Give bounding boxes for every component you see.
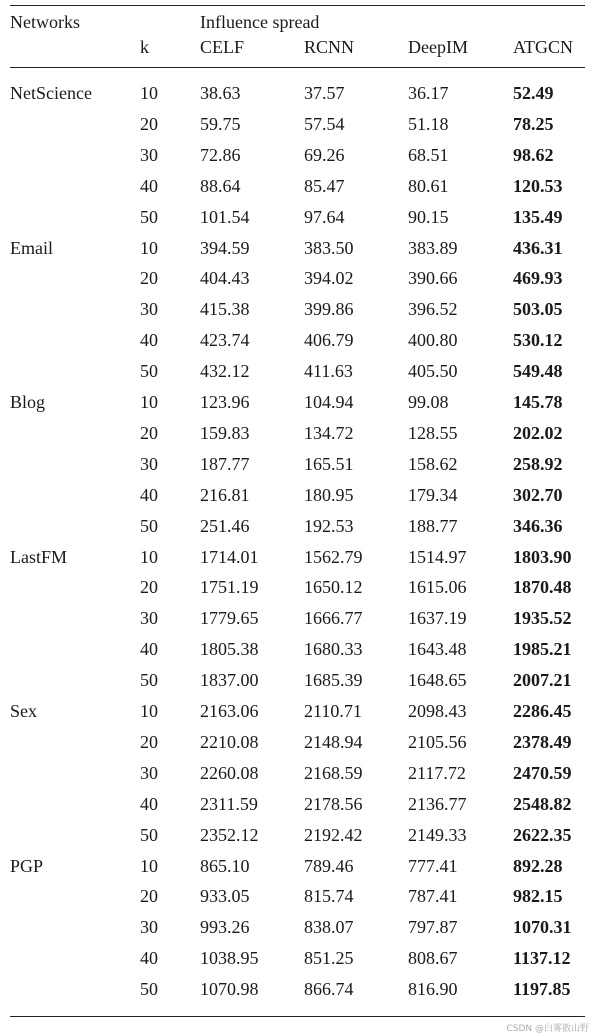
k-cell: 50 — [140, 670, 158, 691]
value-cell-deepim: 1643.48 — [408, 639, 467, 660]
value-cell-atgcn: 98.62 — [513, 144, 554, 165]
value-cell-celf: 404.43 — [200, 268, 250, 289]
value-cell-celf: 1837.00 — [200, 670, 259, 691]
header-deepim: DeepIM — [408, 37, 468, 57]
k-cell: 30 — [140, 917, 158, 938]
header-celf: CELF — [200, 37, 245, 57]
value-cell-rcnn: 383.50 — [304, 237, 354, 258]
bottom-rule — [10, 1016, 585, 1017]
k-cell: 30 — [140, 762, 158, 783]
k-cell: 30 — [140, 144, 158, 165]
k-cell: 20 — [140, 268, 158, 289]
value-cell-atgcn: 302.70 — [513, 484, 563, 505]
value-cell-celf: 2352.12 — [200, 824, 259, 845]
value-cell-deepim: 1514.97 — [408, 546, 467, 567]
value-cell-atgcn: 530.12 — [513, 330, 563, 351]
value-cell-atgcn: 346.36 — [513, 515, 563, 536]
k-cell: 40 — [140, 330, 158, 351]
k-cell: 40 — [140, 484, 158, 505]
value-cell-celf: 1779.65 — [200, 608, 259, 629]
value-cell-celf: 216.81 — [200, 484, 250, 505]
value-cell-deepim: 405.50 — [408, 361, 458, 382]
network-name-cell: Sex — [10, 701, 37, 721]
k-cell: 50 — [140, 361, 158, 382]
k-cell: 20 — [140, 113, 158, 134]
value-cell-celf: 2260.08 — [200, 762, 259, 783]
value-cell-rcnn: 1680.33 — [304, 639, 363, 660]
value-cell-rcnn: 399.86 — [304, 299, 354, 320]
value-cell-deepim: 158.62 — [408, 453, 458, 474]
value-cell-rcnn: 2110.71 — [304, 701, 362, 721]
value-cell-rcnn: 411.63 — [304, 361, 353, 382]
value-cell-rcnn: 180.95 — [304, 484, 354, 505]
value-cell-celf: 38.63 — [200, 83, 241, 103]
value-cell-rcnn: 37.57 — [304, 83, 345, 103]
value-cell-deepim: 816.90 — [408, 979, 458, 1000]
value-cell-atgcn: 436.31 — [513, 237, 563, 258]
k-cell: 10 — [140, 855, 158, 876]
value-cell-atgcn: 1803.90 — [513, 546, 572, 567]
value-cell-rcnn: 406.79 — [304, 330, 354, 351]
value-cell-celf: 1805.38 — [200, 639, 259, 660]
value-cell-atgcn: 135.49 — [513, 206, 563, 227]
value-cell-atgcn: 1197.85 — [513, 979, 571, 1000]
watermark: CSDN @白雾散山野 — [506, 1024, 589, 1034]
value-cell-deepim: 777.41 — [408, 855, 458, 876]
top-rule — [10, 5, 585, 6]
k-cell: 50 — [140, 515, 158, 536]
value-cell-rcnn: 815.74 — [304, 886, 354, 907]
k-cell: 50 — [140, 206, 158, 227]
network-name-cell: Blog — [10, 392, 46, 412]
value-cell-deepim: 2149.33 — [408, 824, 467, 845]
value-cell-atgcn: 2470.59 — [513, 762, 572, 783]
k-cell: 10 — [140, 701, 158, 721]
value-cell-rcnn: 97.64 — [304, 206, 345, 227]
value-cell-celf: 72.86 — [200, 144, 241, 165]
network-name-cell: PGP — [10, 855, 44, 876]
value-cell-atgcn: 982.15 — [513, 886, 563, 907]
value-cell-deepim: 2136.77 — [408, 793, 467, 814]
value-cell-atgcn: 503.05 — [513, 299, 563, 320]
value-cell-deepim: 80.61 — [408, 175, 449, 196]
value-cell-rcnn: 104.94 — [304, 392, 354, 412]
value-cell-celf: 423.74 — [200, 330, 250, 351]
value-cell-atgcn: 52.49 — [513, 83, 554, 103]
header-networks: Networks — [10, 12, 80, 32]
value-cell-celf: 101.54 — [200, 206, 250, 227]
value-cell-rcnn: 1685.39 — [304, 670, 363, 691]
header-atgcn: ATGCN — [513, 37, 574, 57]
value-cell-deepim: 808.67 — [408, 948, 458, 969]
k-cell: 10 — [140, 83, 158, 103]
value-cell-atgcn: 2007.21 — [513, 670, 572, 691]
k-cell: 20 — [140, 731, 158, 752]
value-cell-rcnn: 2148.94 — [304, 731, 363, 752]
value-cell-atgcn: 78.25 — [513, 113, 554, 134]
value-cell-celf: 432.12 — [200, 361, 250, 382]
value-cell-rcnn: 789.46 — [304, 855, 354, 876]
value-cell-atgcn: 1070.31 — [513, 917, 572, 938]
value-cell-deepim: 787.41 — [408, 886, 458, 907]
k-cell: 40 — [140, 948, 158, 969]
value-cell-celf: 394.59 — [200, 237, 250, 258]
k-cell: 10 — [140, 237, 158, 258]
value-cell-deepim: 128.55 — [408, 422, 458, 443]
value-cell-atgcn: 2378.49 — [513, 731, 572, 752]
value-cell-rcnn: 192.53 — [304, 515, 354, 536]
k-cell: 40 — [140, 175, 158, 196]
k-cell: 10 — [140, 546, 158, 567]
value-cell-rcnn: 1666.77 — [304, 608, 363, 629]
value-cell-celf: 1070.98 — [200, 979, 259, 1000]
value-cell-rcnn: 69.26 — [304, 144, 345, 165]
header-rcnn: RCNN — [304, 37, 355, 57]
k-cell: 30 — [140, 453, 158, 474]
value-cell-deepim: 36.17 — [408, 83, 449, 103]
network-name-cell: Email — [10, 237, 53, 258]
k-cell: 20 — [140, 577, 158, 598]
value-cell-rcnn: 57.54 — [304, 113, 345, 134]
value-cell-rcnn: 2192.42 — [304, 824, 363, 845]
value-cell-rcnn: 838.07 — [304, 917, 354, 938]
header-k: k — [140, 37, 149, 57]
value-cell-celf: 865.10 — [200, 855, 250, 876]
value-cell-celf: 159.83 — [200, 422, 250, 443]
value-cell-rcnn: 2168.59 — [304, 762, 363, 783]
value-cell-celf: 59.75 — [200, 113, 241, 134]
value-cell-celf: 2311.59 — [200, 793, 258, 814]
value-cell-deepim: 1648.65 — [408, 670, 467, 691]
value-cell-deepim: 396.52 — [408, 299, 458, 320]
value-cell-rcnn: 1562.79 — [304, 546, 363, 567]
value-cell-deepim: 2098.43 — [408, 701, 467, 721]
header-rule — [10, 67, 585, 68]
k-cell: 40 — [140, 793, 158, 814]
value-cell-deepim: 51.18 — [408, 113, 449, 134]
value-cell-celf: 1714.01 — [200, 546, 259, 567]
value-cell-rcnn: 1650.12 — [304, 577, 363, 598]
value-cell-celf: 187.77 — [200, 453, 250, 474]
network-name-cell: LastFM — [10, 546, 68, 567]
value-cell-deepim: 179.34 — [408, 484, 458, 505]
value-cell-atgcn: 1985.21 — [513, 639, 572, 660]
value-cell-atgcn: 258.92 — [513, 453, 563, 474]
k-cell: 40 — [140, 639, 158, 660]
k-cell: 30 — [140, 299, 158, 320]
value-cell-deepim: 390.66 — [408, 268, 458, 289]
k-cell: 50 — [140, 824, 158, 845]
value-cell-atgcn: 120.53 — [513, 175, 563, 196]
value-cell-celf: 1751.19 — [200, 577, 259, 598]
value-cell-celf: 123.96 — [200, 392, 250, 412]
value-cell-deepim: 2117.72 — [408, 762, 466, 783]
value-cell-atgcn: 2286.45 — [513, 701, 572, 721]
value-cell-deepim: 188.77 — [408, 515, 458, 536]
value-cell-deepim: 383.89 — [408, 237, 458, 258]
value-cell-celf: 933.05 — [200, 886, 250, 907]
header-influence-spread: Influence spread — [200, 12, 320, 32]
value-cell-celf: 2163.06 — [200, 701, 259, 721]
value-cell-celf: 2210.08 — [200, 731, 259, 752]
k-cell: 30 — [140, 608, 158, 629]
value-cell-celf: 1038.95 — [200, 948, 259, 969]
value-cell-atgcn: 1870.48 — [513, 577, 572, 598]
value-cell-atgcn: 2548.82 — [513, 793, 572, 814]
value-cell-rcnn: 2178.56 — [304, 793, 363, 814]
value-cell-rcnn: 394.02 — [304, 268, 354, 289]
value-cell-rcnn: 85.47 — [304, 175, 345, 196]
network-name-cell: NetScience — [10, 83, 92, 103]
k-cell: 20 — [140, 886, 158, 907]
k-cell: 50 — [140, 979, 158, 1000]
value-cell-atgcn: 1137.12 — [513, 948, 571, 969]
value-cell-atgcn: 892.28 — [513, 855, 563, 876]
value-cell-deepim: 99.08 — [408, 392, 449, 412]
value-cell-atgcn: 2622.35 — [513, 824, 572, 845]
value-cell-deepim: 2105.56 — [408, 731, 467, 752]
value-cell-deepim: 68.51 — [408, 144, 449, 165]
value-cell-rcnn: 866.74 — [304, 979, 354, 1000]
value-cell-rcnn: 851.25 — [304, 948, 354, 969]
value-cell-deepim: 1637.19 — [408, 608, 467, 629]
value-cell-celf: 251.46 — [200, 515, 250, 536]
value-cell-celf: 88.64 — [200, 175, 241, 196]
value-cell-atgcn: 202.02 — [513, 422, 563, 443]
value-cell-rcnn: 165.51 — [304, 453, 354, 474]
k-cell: 20 — [140, 422, 158, 443]
value-cell-deepim: 1615.06 — [408, 577, 467, 598]
value-cell-celf: 415.38 — [200, 299, 250, 320]
value-cell-rcnn: 134.72 — [304, 422, 354, 443]
value-cell-atgcn: 1935.52 — [513, 608, 572, 629]
value-cell-deepim: 400.80 — [408, 330, 458, 351]
value-cell-deepim: 797.87 — [408, 917, 458, 938]
value-cell-atgcn: 145.78 — [513, 392, 563, 412]
value-cell-atgcn: 469.93 — [513, 268, 563, 289]
k-cell: 10 — [140, 392, 158, 412]
value-cell-celf: 993.26 — [200, 917, 250, 938]
value-cell-atgcn: 549.48 — [513, 361, 563, 382]
value-cell-deepim: 90.15 — [408, 206, 449, 227]
